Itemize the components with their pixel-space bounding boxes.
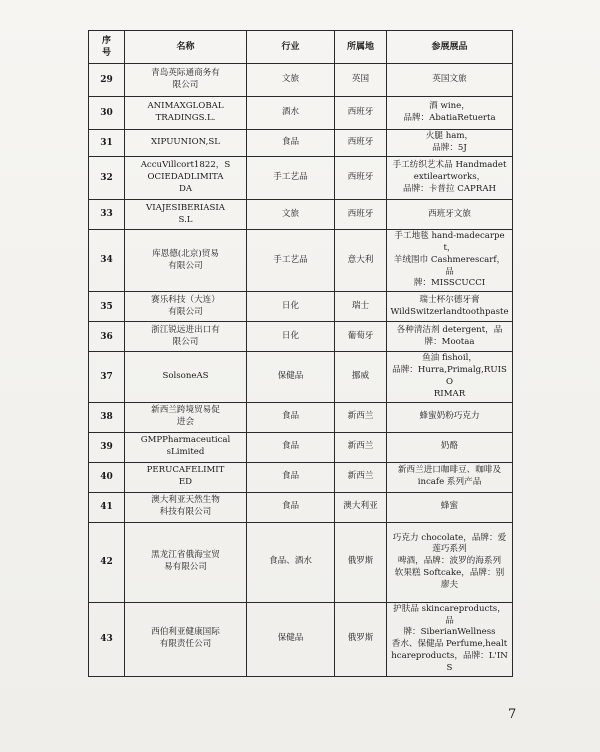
- table-row: [89, 522, 513, 602]
- cell-region: 西班牙: [335, 157, 387, 200]
- cell-region: 新西兰: [335, 462, 387, 492]
- cell-no: 40: [89, 462, 125, 492]
- cell-industry: 食品: [247, 492, 335, 522]
- cell-exhibits: 英国文旅: [387, 64, 513, 97]
- table-row: [89, 200, 513, 230]
- cell-no: 42: [89, 522, 125, 602]
- cell-exhibits: 酒 wine， 品牌：AbatiaRetuerta: [387, 97, 513, 130]
- cell-no: 29: [89, 64, 125, 97]
- cell-industry: 手工艺品: [247, 157, 335, 200]
- cell-exhibits: 手工地毯 hand-madecarpet， 羊绒围巾 Cashmerescarf，品 牌：MISSCUCCI: [387, 230, 513, 292]
- cell-no: 32: [89, 157, 125, 200]
- cell-industry: 食品: [247, 432, 335, 462]
- table-row: [89, 462, 513, 492]
- table-row: [89, 492, 513, 522]
- cell-no: 36: [89, 322, 125, 352]
- cell-exhibits: 护肤品 skincareproducts，品 牌：SiberianWellness 香水、保健品 Perfume,healt hcareproducts，品牌：L'INS: [387, 602, 513, 676]
- cell-region: 俄罗斯: [335, 602, 387, 676]
- table-row: [89, 230, 513, 292]
- cell-name: 澳大利亚天然生物 科技有限公司: [125, 492, 247, 522]
- cell-exhibits: 新西兰进口咖啡豆、咖啡及 incafe 系列产品: [387, 462, 513, 492]
- cell-exhibits: 火腿 ham， 品牌：5J: [387, 130, 513, 157]
- cell-exhibits: 奶酪: [387, 432, 513, 462]
- header-name: 名称: [125, 31, 247, 64]
- cell-no: 39: [89, 432, 125, 462]
- cell-industry: 日化: [247, 292, 335, 322]
- exhibitor-table: [88, 30, 513, 677]
- table-row: [89, 402, 513, 432]
- cell-no: 43: [89, 602, 125, 676]
- table-row: [89, 130, 513, 157]
- cell-industry: 文旅: [247, 64, 335, 97]
- cell-industry: 酒水: [247, 97, 335, 130]
- cell-exhibits: 鱼油 fishoil， 品牌：Hurra,Primalg,RUISO RIMAR: [387, 352, 513, 402]
- cell-name: 西伯利亚健康国际 有限责任公司: [125, 602, 247, 676]
- cell-name: ANIMAXGLOBAL TRADINGS.L.: [125, 97, 247, 130]
- table-row: [89, 432, 513, 462]
- table-row: [89, 602, 513, 676]
- table-header-row: [89, 31, 513, 64]
- cell-region: 新西兰: [335, 432, 387, 462]
- cell-region: 西班牙: [335, 200, 387, 230]
- cell-name: VIAJESIBERIASIA S.L: [125, 200, 247, 230]
- cell-no: 41: [89, 492, 125, 522]
- cell-industry: 食品: [247, 130, 335, 157]
- cell-industry: 日化: [247, 322, 335, 352]
- cell-name: GMPPharmaceutical sLimited: [125, 432, 247, 462]
- cell-name: 浙江锐远进出口有 限公司: [125, 322, 247, 352]
- cell-no: 35: [89, 292, 125, 322]
- cell-region: 英国: [335, 64, 387, 97]
- cell-industry: 手工艺品: [247, 230, 335, 292]
- header-region: 所属地: [335, 31, 387, 64]
- cell-region: 西班牙: [335, 130, 387, 157]
- cell-name: PERUCAFELIMIT ED: [125, 462, 247, 492]
- cell-industry: 保健品: [247, 352, 335, 402]
- cell-name: 库恩德(北京)贸易 有限公司: [125, 230, 247, 292]
- cell-exhibits: 蜂蜜: [387, 492, 513, 522]
- table-row: [89, 64, 513, 97]
- table-row: [89, 352, 513, 402]
- cell-industry: 保健品: [247, 602, 335, 676]
- cell-region: 俄罗斯: [335, 522, 387, 602]
- table-row: [89, 97, 513, 130]
- cell-region: 意大利: [335, 230, 387, 292]
- cell-region: 澳大利亚: [335, 492, 387, 522]
- cell-no: 34: [89, 230, 125, 292]
- cell-no: 33: [89, 200, 125, 230]
- cell-no: 38: [89, 402, 125, 432]
- cell-no: 31: [89, 130, 125, 157]
- cell-exhibits: 各种清洁剂 detergent，品 牌：Mootaa: [387, 322, 513, 352]
- table-row: [89, 292, 513, 322]
- cell-region: 瑞士: [335, 292, 387, 322]
- cell-industry: 食品、酒水: [247, 522, 335, 602]
- cell-region: 挪威: [335, 352, 387, 402]
- cell-industry: 食品: [247, 402, 335, 432]
- cell-exhibits: 瑞士杯尔德牙膏 WildSwitzerlandtoothpaste: [387, 292, 513, 322]
- cell-name: 黑龙江省俄海宝贸 易有限公司: [125, 522, 247, 602]
- cell-name: 赛乐科技（大连） 有限公司: [125, 292, 247, 322]
- header-industry: 行业: [247, 31, 335, 64]
- cell-region: 西班牙: [335, 97, 387, 130]
- cell-name: AccuVillcort1822，S OCIEDADLIMITA DA: [125, 157, 247, 200]
- cell-no: 30: [89, 97, 125, 130]
- cell-name: 新西兰跨境贸易促 进会: [125, 402, 247, 432]
- cell-region: 新西兰: [335, 402, 387, 432]
- header-no: 序 号: [89, 31, 125, 64]
- cell-exhibits: 手工纺织艺术品 Handmadet extileartworks， 品牌：卡普拉 CAPRAH: [387, 157, 513, 200]
- cell-exhibits: 巧克力 chocolate，品牌：爱 莲巧系列 啤酒，品牌：波罗的海系列 软果糕 Softcake，品牌：别 廖夫: [387, 522, 513, 602]
- cell-name: XIPUUNION,SL: [125, 130, 247, 157]
- cell-name: SolsoneAS: [125, 352, 247, 402]
- table-row: [89, 157, 513, 200]
- header-exhibits: 参展展品: [387, 31, 513, 64]
- cell-no: 37: [89, 352, 125, 402]
- cell-industry: 食品: [247, 462, 335, 492]
- cell-region: 葡萄牙: [335, 322, 387, 352]
- table-row: [89, 322, 513, 352]
- cell-name: 青岛英际通商务有 限公司: [125, 64, 247, 97]
- cell-exhibits: 西班牙文旅: [387, 200, 513, 230]
- cell-exhibits: 蜂蜜奶粉巧克力: [387, 402, 513, 432]
- page-number: 7: [508, 707, 517, 722]
- cell-industry: 文旅: [247, 200, 335, 230]
